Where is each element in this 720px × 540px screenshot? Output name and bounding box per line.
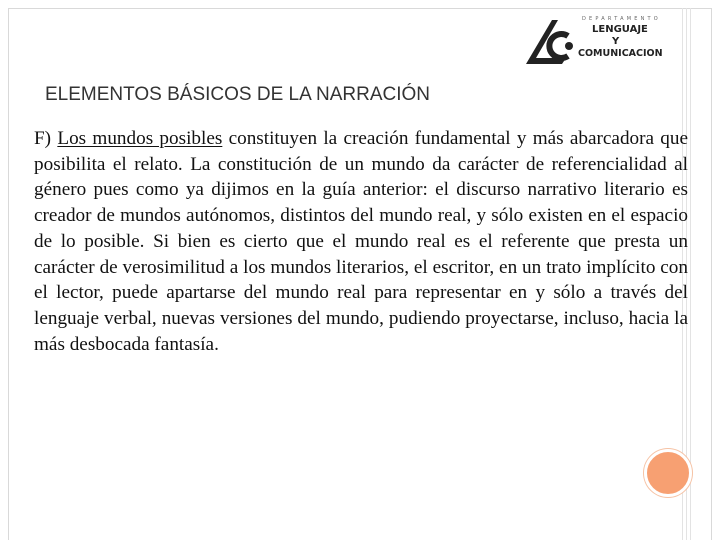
decorative-rail-line [690, 8, 691, 540]
department-logo [522, 14, 682, 70]
accent-circle [644, 449, 692, 497]
frame-left-line [8, 8, 9, 540]
paragraph-prefix: F) [34, 128, 58, 149]
frame-top-line [8, 8, 712, 9]
logo-lc-icon [522, 16, 578, 68]
paragraph-text: constituyen la creación fundamental y más abarcadora que posibilita el relato. La constitución de un mundo da carácter de referencialidad al género pues como ya dijimos en la guía anterior: el discurso narrativo literario es creador de mundos autónomos, distintos del mundo real, y sólo existen en el espacio de lo posible. Si bien es cierto que el mundo real es el referente que presta un carácter de verosimilitud a los mundos literarios, el escritor, en un trato implícito con el lector, puede apartarse del mundo real para representar en y sólo a través del lenguaje verbal, nuevas versiones del mundo, pudiendo proyectarse, incluso, hacia la más desbocada fantasía. [34, 128, 689, 355]
logo-line-lenguaje: LENGUAJE [592, 24, 648, 35]
logo-line-y: Y [612, 36, 620, 47]
paragraph-term: Los mundos posibles [57, 128, 223, 149]
logo-department-text: DEPARTAMENTO [582, 16, 661, 22]
logo-line-comunicacion: COMUNICACION [578, 48, 663, 59]
body-paragraph [34, 126, 688, 357]
frame-right-line [711, 8, 712, 540]
slide-title: ELEMENTOS BÁSICOS DE LA NARRACIÓN [45, 84, 431, 105]
